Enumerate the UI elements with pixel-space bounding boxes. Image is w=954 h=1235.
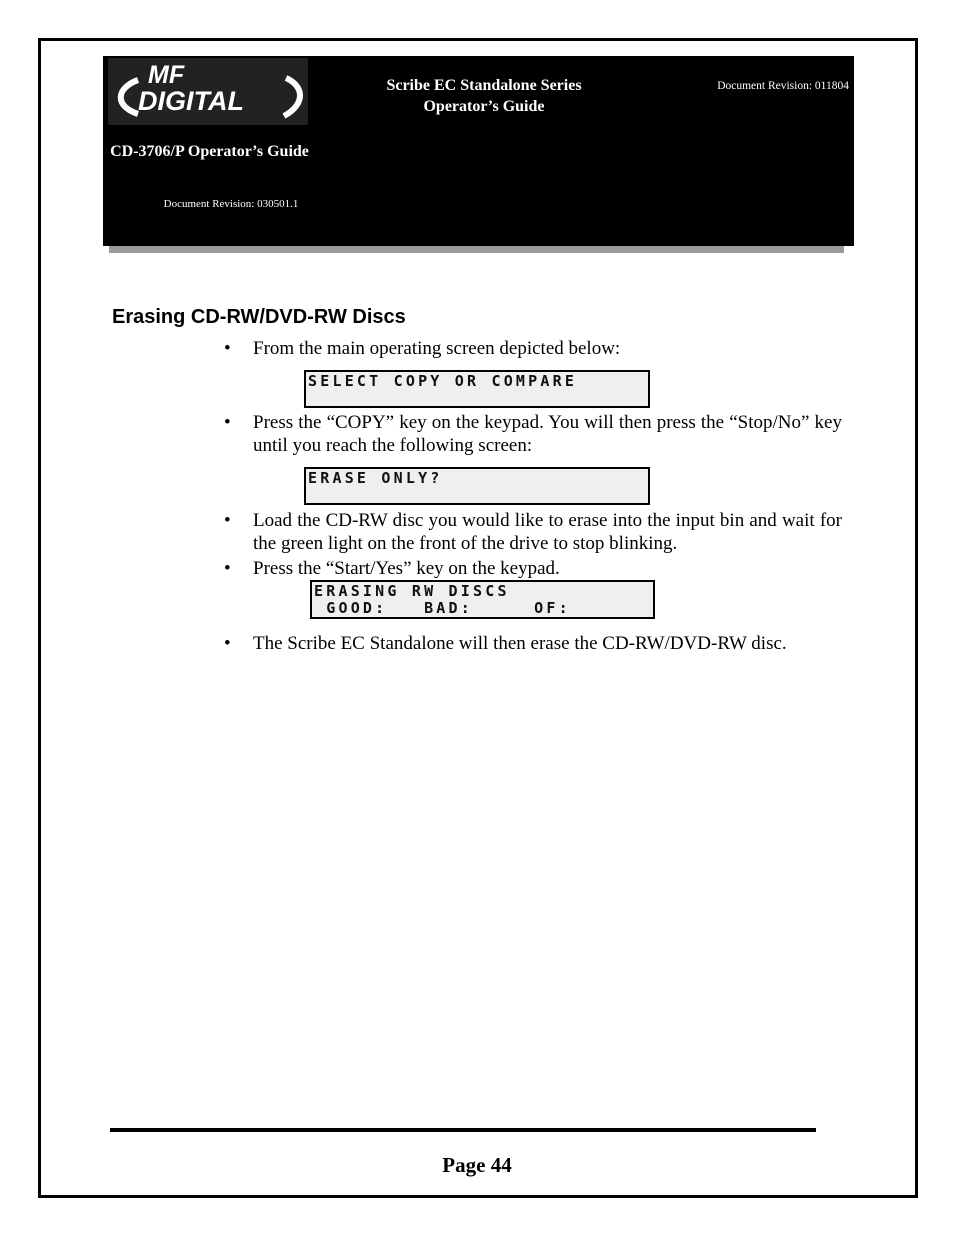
header-title-line2: Operator’s Guide — [423, 98, 545, 115]
bullet-text: Press the “COPY” key on the keypad. You will then press the “Stop/No” key until you reach the following screen: — [253, 412, 842, 456]
mf-digital-logo — [108, 58, 308, 125]
logo-text-digital: DIGITAL — [138, 86, 244, 116]
bullet-text: Load the CD-RW disc you would like to erase into the input bin and wait for the green light on the front of the drive to stop blinking. — [253, 510, 842, 554]
bullet-dot: • — [224, 510, 231, 531]
bullet-text: Press the “Start/Yes” key on the keypad. — [253, 558, 560, 579]
bullet-text: The Scribe EC Standalone will then erase the CD-RW/DVD-RW disc. — [253, 633, 787, 654]
bullet-dot: • — [224, 338, 231, 359]
bullet-dot: • — [224, 412, 231, 433]
header-title-line1: Scribe EC Standalone Series — [386, 77, 582, 94]
bullet-dot: • — [224, 558, 231, 579]
logo-text-mf: MF — [148, 61, 185, 89]
bullet-dot: • — [224, 633, 231, 654]
page-number: Page 44 — [442, 1153, 512, 1177]
lcd-screen-select-copy: SELECT COPY OR COMPARE — [304, 370, 650, 408]
section-title: Erasing CD-RW/DVD-RW Discs — [112, 306, 406, 328]
document-header — [103, 56, 854, 246]
header-center-title — [373, 75, 595, 117]
header-right-revision: Document Revision: 011804 — [717, 80, 849, 92]
header-left-title: CD-3706/P Operator’s Guide — [110, 143, 309, 160]
lcd-screen-erasing: ERASING RW DISCS GOOD: BAD: OF: — [310, 580, 655, 619]
header-left-revision: Document Revision: 030501.1 — [163, 198, 299, 210]
lcd-screen-erase-only: ERASE ONLY? — [304, 467, 650, 505]
footer-rule — [110, 1128, 816, 1132]
bullet-text: From the main operating screen depicted below: — [253, 338, 621, 359]
